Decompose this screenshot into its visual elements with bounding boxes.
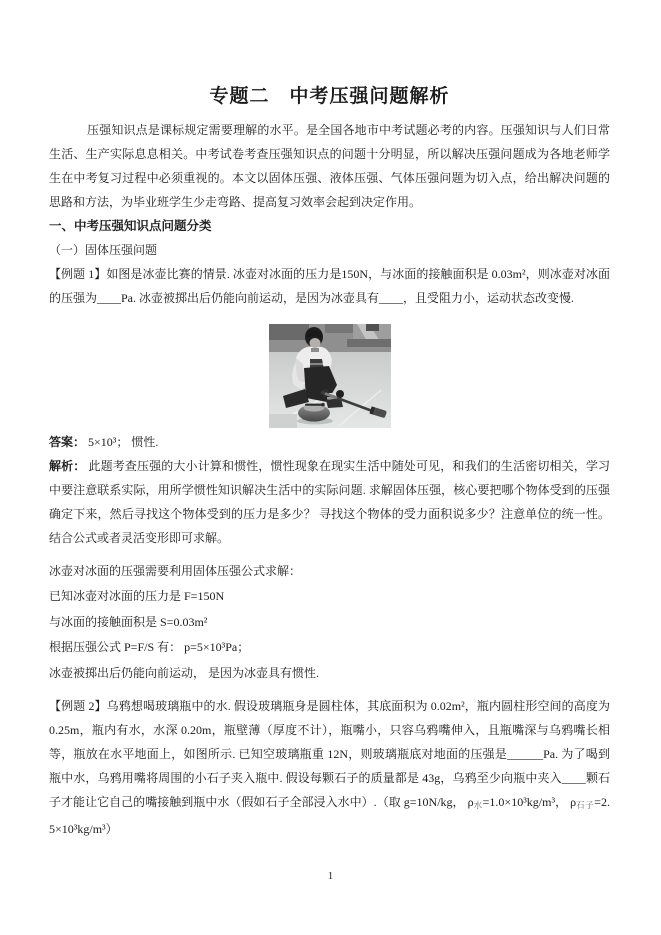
intro-paragraph: 压强知识点是课标规定需要理解的水平。是全国各地市中考试题必考的内容。压强知识与人们日常生活、生产实际息息相关。中考试卷考查压强知识点的问题十分明显，所以解决压强问题成为各地老师学生在中考复习过程中必须重视的。本文以固体压强、液体压强、气体压强问题为切入点，给出解决问题的思路和方法，为毕业班学生少走弯路、提高复习效率会起到决定作用。 xyxy=(49,123,610,209)
example1-text: 如图是冰壶比赛的情景. 冰壶对冰面的压力是150N，与冰面的接触面积是 0.03m²，则冰壶对冰面的压强为____Pa. 冰壶被掷出后仍能向前运动，是因为冰壶具有____，且受阻力小，运动状态改变慢. xyxy=(49,267,610,305)
rho-stone-value: =2.5×10³kg/m³） xyxy=(49,795,610,837)
example2-label: 【例题 2】 xyxy=(49,699,107,714)
figure-example1 xyxy=(49,324,610,428)
curling-player-photo xyxy=(269,324,391,428)
analysis-text: 此题考查压强的大小计算和惯性，惯性现象在现实生活中随处可见，和我们的生活密切相关，学习中要注意联系实际，用所学惯性知识解决生活中的实际问题. 求解固体压强，核心要把哪个物体受到的压强确定下来，然后寻找这个物体受到的压力是多少？ 寻找这个物体的受力面积说多少？注意单位的统一性。结合公式或者灵活变形即可求解。 xyxy=(49,459,610,545)
solution-line-1: 冰壶对冰面的压强需要利用固体压强公式求解： xyxy=(49,564,302,578)
solution-line-5: 冰壶被掷出后仍能向前运动， 是因为冰壶具有惯性. xyxy=(49,665,320,680)
rho-stone-subscript: 石子 xyxy=(576,800,595,811)
solution-steps xyxy=(49,559,610,686)
example1-label: 【例题 1】 xyxy=(49,267,107,281)
solution-line-3: 与冰面的接触面积是 S=0.03m² xyxy=(49,614,208,629)
subsection-heading: （一）固体压强问题 xyxy=(49,243,158,257)
answer-label: 答案： xyxy=(49,435,86,449)
example2-text: 乌鸦想喝玻璃瓶中的水. 假设玻璃瓶身是圆柱体，其底面积为 0.02m²，瓶内圆柱形空间的高度为0.25m，瓶内有水，水深 0.20m，瓶壁薄（厚度不计），瓶嘴小，只容乌鸦嘴伸入，且瓶嘴深与乌鸦嘴长相等，瓶放在水平地面上，如图所示. 已知空玻璃瓶重 12N，则玻璃瓶底对地面的压强是______Pa. 为了喝到瓶中水，乌鸦用嘴将周围的小石子夹入瓶中. 假设每颗石子的质量都是 43g，乌鸦至少向瓶中夹入____颗石子才能让它自己的嘴接触到瓶中水（假如石子全部浸入水中）.（取 g=10N/kg， ρ xyxy=(49,699,610,810)
example1-paragraph xyxy=(49,262,610,310)
rho-water-subscript: 水 xyxy=(473,800,483,811)
solution-line-2: 已知冰壶对冰面的压力是 F=150N xyxy=(49,589,225,604)
answer-text: 5×10³； 惯性. xyxy=(85,435,159,449)
solution-line-4: 根据压强公式 P=F/S 有： p=5×10³Pa； xyxy=(49,640,250,655)
rho-water-value: =1.0×10³kg/m³， ρ xyxy=(482,795,577,810)
page-number: 1 xyxy=(327,870,334,882)
example2-paragraph xyxy=(49,694,610,841)
analysis-label: 解析： xyxy=(49,459,86,473)
analysis-paragraph xyxy=(49,454,610,550)
section-heading: 一、中考压强知识点问题分类 xyxy=(49,219,212,233)
answer-line xyxy=(49,430,610,454)
document-title: 专题二 中考压强问题解析 xyxy=(209,86,450,107)
